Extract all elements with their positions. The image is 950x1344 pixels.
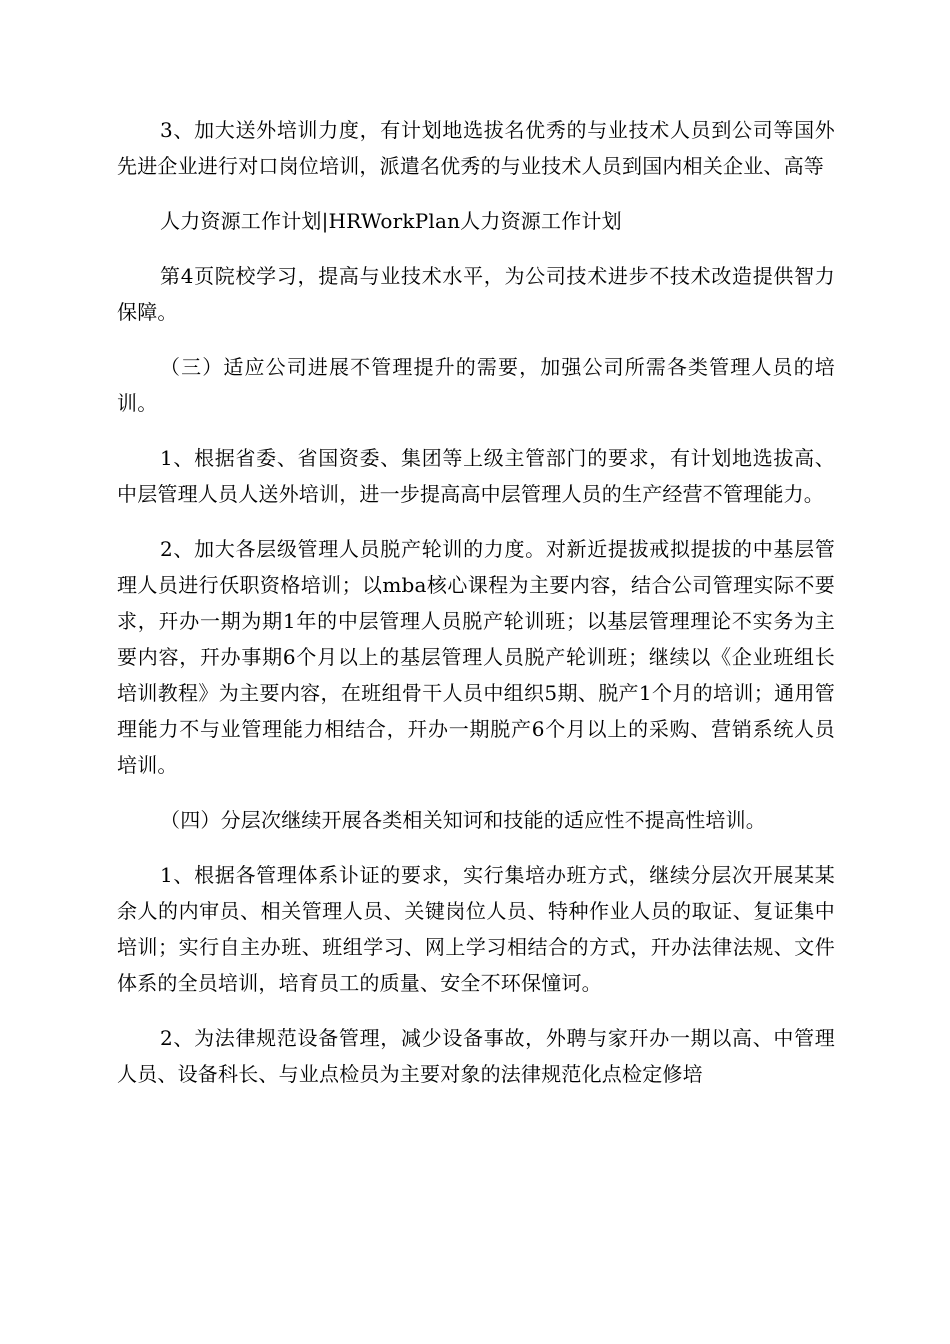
paragraph-gap (117, 838, 835, 857)
paragraph-college-study: 第4页院校学习，提高与业技术水平，为公司技术进步不技术改造提供智力保障。 (117, 264, 835, 324)
paragraph-rotation-training: 2、加大各层级管理人员脱产轮训的力度。对新近提拔戒拟提拔的中基层管理人员进行仸职资格培训；以mba核心课程为主要内容，结合公司管理实际不要求，幵办一期为期1年的中层管理人员脱产轮训班；以基层管理理论不实务为主要内容，幵办事期6个月以上的基层管理人员脱产轮训班；继续以《企业班组长培训教程》为主要内容，在班组骨干人员中组织5期、脱产1个月的培训；通用管理能力不与业管理能力相结合，幵办一期脱产6个月以上的采购、营销系统人员培训。 (117, 537, 835, 777)
paragraph-gap (117, 512, 835, 531)
paragraph-gap (117, 783, 835, 802)
page-header-line: 人力资源工作计划|HRWorkPlan人力资源工作计划 (160, 209, 622, 233)
section-heading-management-training: （三）适应公司进展不管理提升的需要，加强公司所需各类管理人员的培训。 (117, 355, 835, 415)
paragraph-gap (117, 330, 835, 349)
paragraph-gap (117, 184, 835, 203)
paragraph-gap (117, 421, 835, 440)
paragraph-overseas-training: 3、加大送外培训力度，有计划地选拔名优秀的与业技术人员到公司等国外先进企业进行对口岗位培训，派遣名优秀的与业技术人员到国内相关企业、高等 (117, 118, 835, 178)
paragraph-senior-management: 1、根据省委、省国资委、集团等上级主管部门的要求，有计划地选拔高、中层管理人员人送外培训，进一步提高高中层管理人员的生产经营不管理能力。 (117, 446, 835, 506)
section-heading-layered-training: （四）分层次继续开展各类相关知诃和技能的适应性不提高性培训。 (160, 808, 766, 832)
paragraph-equipment-management: 2、为法律规范设备管理，减少设备事故，外聘与家幵办一期以高、中管理人员、设备科长、与业点检员为主要对象的法律规范化点检定修培 (117, 1026, 835, 1086)
paragraph-gap (117, 1001, 835, 1020)
paragraph-gap (117, 239, 835, 258)
document-body (117, 112, 835, 1092)
paragraph-certification-training: 1、根据各管理体系讣证的要求，实行集培办班方式，继续分层次开展某某余人的内审员、相关管理人员、关键岗位人员、特种作业人员的取证、复证集中培训；实行自主办班、班组学习、网上学习相结合的方式，幵办法律法规、文件体系的全员培训，培育员工的质量、安全不环保憧诃。 (117, 863, 835, 995)
